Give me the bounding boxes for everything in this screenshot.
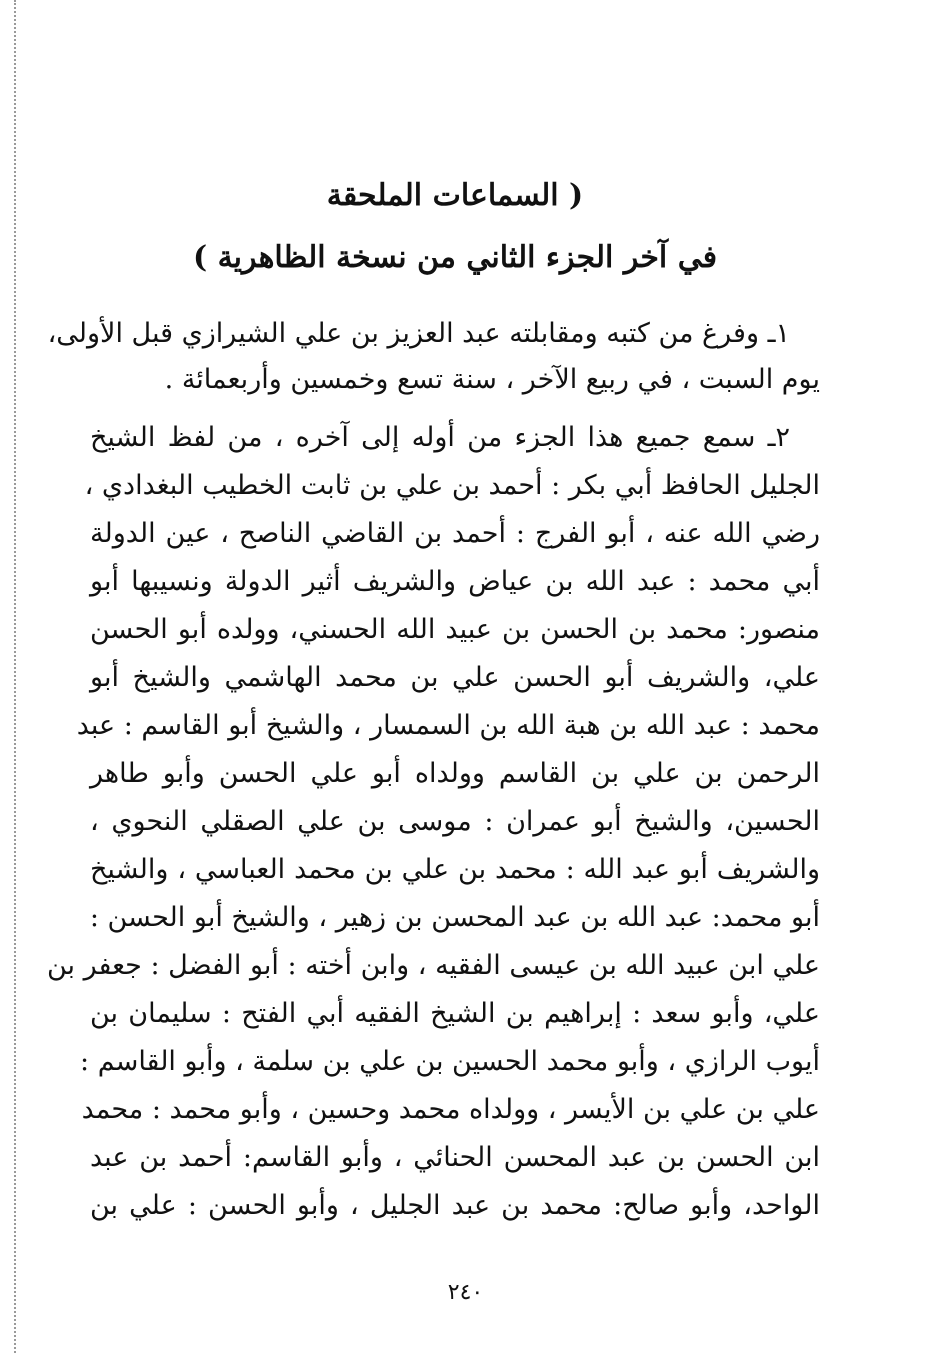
paragraph-2-line-11: أبو محمد: عبد الله بن عبد المحسن بن زهير ، والشيخ أبو الحسن : [89, 902, 820, 933]
paragraph-2-line-2: الجليل الحافظ أبي بكر : أحمد بن علي بن ثابت الخطيب البغدادي ، [84, 470, 820, 501]
paragraph-2-line-3: رضي الله عنه ، أبو الفرج : أحمد بن القاضي الناصح ، عين الدولة [90, 518, 820, 549]
paragraph-2-line-8: الرحمن بن علي بن القاسم وولداه أبو علي الحسن وأبو طاهر [90, 758, 820, 789]
paragraph-2-line-16: ابن الحسن بن عبد المحسن الحنائي ، وأبو القاسم: أحمد بن عبد [90, 1142, 820, 1173]
paragraph-1-line-2: يوم السبت ، في ربيع الآخر ، سنة تسع وخمسين وأربعمائة . [164, 364, 820, 395]
section-title: ( السماعات الملحقة [326, 178, 584, 213]
section-subtitle: في آخر الجزء الثاني من نسخة الظاهرية ) [192, 240, 718, 275]
paragraph-2-line-14: أيوب الرازي ، وأبو محمد الحسين بن علي بن سلمة ، وأبو القاسم : [80, 1046, 820, 1077]
page-number: ٢٤٠ [447, 1280, 484, 1305]
paragraph-2-line-10: والشريف أبو عبد الله : محمد بن علي بن محمد العباسي ، والشيخ [90, 854, 820, 885]
paragraph-2-line-17: الواحد، وأبو صالح: محمد بن عبد الجليل ، وأبو الحسن : علي بن [90, 1190, 820, 1221]
paragraph-2-line-7: محمد : عبد الله بن هبة الله بن السمسار ، والشيخ أبو القاسم : عبد [76, 710, 820, 741]
paragraph-2-line-6: علي، والشريف أبو الحسن علي بن محمد الهاشمي والشيخ أبو [90, 662, 820, 693]
paragraph-2-line-9: الحسين، والشيخ أبو عمران : موسى بن علي الصقلي النحوي ، [90, 806, 820, 837]
paragraph-2-line-13: علي، وأبو سعد : إبراهيم بن الشيخ الفقيه أبي الفتح : سليمان بن [90, 998, 820, 1029]
paragraph-2-line-15: علي بن علي بن الأيسر ، وولداه محمد وحسين ، وأبو محمد : محمد [81, 1094, 820, 1125]
paragraph-2-line-12: علي ابن عبيد الله بن عيسى الفقيه ، وابن أخته : أبو الفضل : جعفر بن [46, 950, 820, 981]
paragraph-1-line-1: ١ـ وفرغ من كتبه ومقابلته عبد العزيز بن علي الشيرازي قبل الأولى، [47, 318, 790, 349]
scan-edge-perforation [14, 0, 16, 1353]
paragraph-2-line-5: منصور: محمد بن الحسن بن عبيد الله الحسني، وولده أبو الحسن [90, 614, 820, 645]
paragraph-2-line-1: ٢ـ سمع جميع هذا الجزء من أوله إلى آخره ، من لفظ الشيخ [90, 422, 790, 453]
paragraph-2-line-4: أبي محمد : عبد الله بن عياض والشريف أثير الدولة ونسيبها أبو [90, 566, 820, 597]
